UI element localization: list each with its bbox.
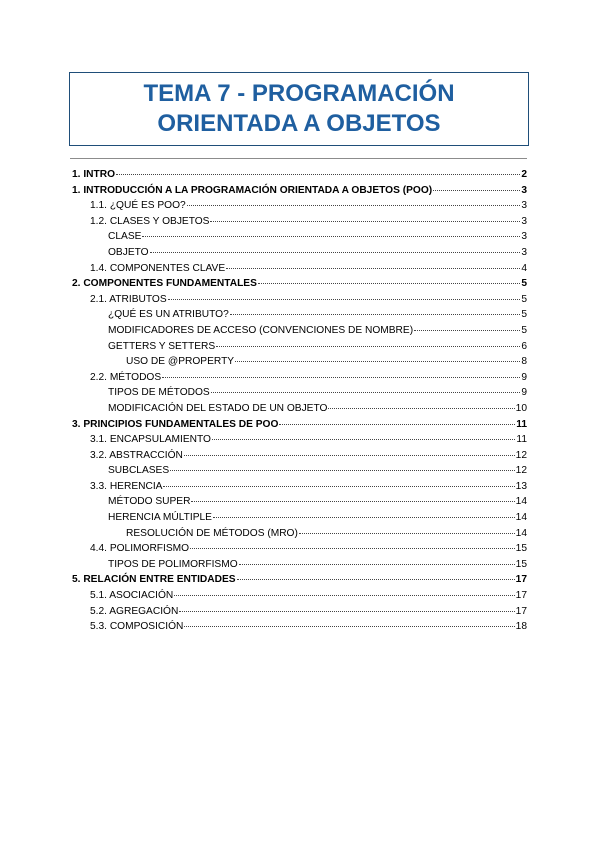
toc-entry-page-number: 10 [515, 402, 527, 414]
toc-entry-label: 3. PRINCIPIOS FUNDAMENTALES DE POO [72, 418, 279, 430]
toc-entry-label: TIPOS DE MÉTODOS [108, 387, 210, 399]
toc-dot-leader [174, 594, 514, 596]
toc-entry-page-number: 14 [515, 496, 527, 508]
toc-entry-label: MODIFICACIÓN DEL ESTADO DE UN OBJETO [108, 402, 328, 414]
toc-entry[interactable] [72, 245, 527, 261]
toc-dot-leader [170, 469, 515, 471]
toc-dot-leader [226, 267, 520, 269]
toc-entry[interactable] [72, 214, 527, 230]
toc-entry-label: 2.2. MÉTODOS [90, 371, 162, 383]
toc-entry-label: 1. INTRO [72, 169, 116, 180]
toc-entry[interactable] [72, 261, 527, 277]
toc-entry-label: OBJETO [108, 246, 149, 258]
toc-entry-page-number: 14 [515, 512, 527, 524]
toc-entry-page-number: 17 [515, 605, 527, 617]
toc-entry-page-number: 9 [521, 371, 527, 383]
toc-entry-page-number: 13 [515, 480, 527, 492]
toc-dot-leader [258, 282, 520, 284]
toc-entry[interactable] [72, 510, 527, 526]
toc-dot-leader [163, 485, 514, 487]
toc-dot-leader [184, 625, 514, 627]
toc-entry-page-number: 5 [521, 309, 527, 321]
table-of-contents [72, 167, 527, 635]
toc-entry-page-number: 2 [521, 169, 527, 180]
toc-dot-leader [279, 423, 515, 425]
toc-entry-label: 5.2. AGREGACIÓN [90, 605, 179, 617]
toc-entry[interactable] [72, 370, 527, 386]
toc-entry-page-number: 3 [521, 215, 527, 227]
toc-entry-page-number: 4 [521, 262, 527, 274]
toc-entry[interactable] [72, 229, 527, 245]
toc-dot-leader [191, 500, 514, 502]
toc-entry-label: CLASE [108, 231, 142, 243]
toc-entry-page-number: 11 [516, 418, 527, 430]
toc-dot-leader [184, 454, 515, 456]
toc-entry-page-number: 12 [515, 449, 527, 461]
toc-entry[interactable] [72, 619, 527, 635]
toc-entry[interactable] [72, 292, 527, 308]
toc-dot-leader [299, 532, 515, 534]
toc-dot-leader [328, 407, 514, 409]
toc-entry[interactable] [72, 557, 527, 573]
toc-entry[interactable] [72, 385, 527, 401]
toc-entry-page-number: 14 [515, 527, 527, 539]
toc-entry-label: GETTERS Y SETTERS [108, 340, 216, 352]
toc-entry[interactable] [72, 526, 527, 542]
toc-entry-label: 1.2. CLASES Y OBJETOS [90, 215, 210, 227]
toc-entry[interactable] [72, 323, 527, 339]
toc-dot-leader [150, 251, 520, 253]
toc-dot-leader [211, 391, 520, 393]
toc-entry-label: 3.2. ABSTRACCIÓN [90, 449, 183, 461]
toc-entry-label: HERENCIA MÚLTIPLE [108, 512, 212, 524]
toc-entry-label: MODIFICADORES DE ACCESO (CONVENCIONES DE NOMBRE) [108, 324, 414, 336]
toc-entry-page-number: 17 [515, 590, 527, 602]
toc-dot-leader [414, 329, 520, 331]
toc-entry-page-number: 15 [515, 558, 527, 570]
toc-dot-leader [230, 313, 520, 315]
toc-entry-page-number: 15 [515, 543, 527, 555]
toc-entry[interactable] [72, 276, 527, 292]
toc-dot-leader [213, 516, 515, 518]
toc-entry[interactable] [72, 339, 527, 355]
toc-entry-label: 1. INTRODUCCIÓN A LA PROGRAMACIÓN ORIENTADA A OBJETOS (POO) [72, 184, 433, 196]
toc-dot-leader [190, 547, 515, 549]
title-divider [70, 158, 527, 159]
toc-entry-label: 1.4. COMPONENTES CLAVE [90, 262, 226, 274]
toc-dot-leader [162, 376, 520, 378]
toc-dot-leader [179, 610, 514, 612]
toc-entry-label: 3.3. HERENCIA [90, 480, 163, 492]
toc-entry-label: TIPOS DE POLIMORFISMO [108, 558, 238, 570]
toc-entry[interactable] [72, 572, 527, 588]
toc-entry-label: 5.1. ASOCIACIÓN [90, 590, 174, 602]
toc-entry[interactable] [72, 307, 527, 323]
toc-dot-leader [116, 173, 520, 175]
toc-entry-label: 2.1. ATRIBUTOS [90, 293, 167, 305]
toc-entry[interactable] [72, 183, 527, 199]
toc-entry-page-number: 11 [516, 434, 527, 446]
toc-entry-page-number: 3 [521, 184, 527, 196]
toc-entry-page-number: 17 [515, 574, 527, 586]
toc-entry-label: 1.1. ¿QUÉ ES POO? [90, 200, 186, 212]
toc-entry-page-number: 5 [521, 278, 527, 290]
toc-dot-leader [187, 204, 520, 206]
toc-entry-page-number: 3 [521, 200, 527, 212]
toc-entry[interactable] [72, 604, 527, 620]
toc-entry-label: 5. RELACIÓN ENTRE ENTIDADES [72, 574, 236, 586]
toc-entry-page-number: 6 [521, 340, 527, 352]
toc-dot-leader [142, 235, 520, 237]
document-title-line-1: TEMA 7 - PROGRAMACIÓN [143, 80, 455, 107]
toc-dot-leader [216, 345, 520, 347]
toc-entry[interactable] [72, 432, 527, 448]
toc-dot-leader [237, 578, 515, 580]
toc-entry-page-number: 9 [521, 387, 527, 399]
toc-entry-page-number: 3 [521, 231, 527, 243]
toc-entry[interactable] [72, 198, 527, 214]
toc-entry[interactable] [72, 354, 527, 370]
toc-entry-page-number: 5 [521, 293, 527, 305]
toc-entry[interactable] [72, 417, 527, 433]
toc-entry-label: ¿QUÉ ES UN ATRIBUTO? [108, 309, 229, 321]
toc-entry[interactable] [72, 494, 527, 510]
toc-dot-leader [239, 563, 515, 565]
toc-entry-label: RESOLUCIÓN DE MÉTODOS (MRO) [126, 527, 298, 539]
toc-dot-leader [168, 298, 520, 300]
toc-entry-page-number: 8 [521, 356, 527, 368]
toc-entry-label: SUBCLASES [108, 465, 170, 477]
toc-entry[interactable] [72, 541, 527, 557]
toc-entry-label: 5.3. COMPOSICIÓN [90, 621, 184, 633]
toc-entry-page-number: 12 [515, 465, 527, 477]
toc-entry[interactable] [72, 167, 527, 183]
toc-entry-page-number: 18 [515, 621, 527, 633]
toc-entry[interactable] [72, 448, 527, 464]
toc-dot-leader [212, 438, 515, 440]
toc-dot-leader [235, 360, 520, 362]
document-title-box [69, 72, 529, 146]
toc-entry[interactable] [72, 479, 527, 495]
toc-entry-label: 3.1. ENCAPSULAMIENTO [90, 434, 211, 446]
toc-dot-leader [433, 189, 520, 191]
toc-entry[interactable] [72, 463, 527, 479]
toc-entry-page-number: 3 [521, 246, 527, 258]
toc-entry-label: USO DE @PROPERTY [126, 356, 235, 368]
toc-entry[interactable] [72, 401, 527, 417]
toc-entry-label: 4.4. POLIMORFISMO [90, 543, 190, 555]
toc-entry-label: 2. COMPONENTES FUNDAMENTALES [72, 278, 257, 290]
toc-entry-label: MÉTODO SUPER [108, 496, 191, 508]
toc-dot-leader [210, 220, 520, 222]
document-title-line-2: ORIENTADA A OBJETOS [157, 110, 441, 137]
toc-entry[interactable] [72, 588, 527, 604]
toc-entry-page-number: 5 [521, 324, 527, 336]
